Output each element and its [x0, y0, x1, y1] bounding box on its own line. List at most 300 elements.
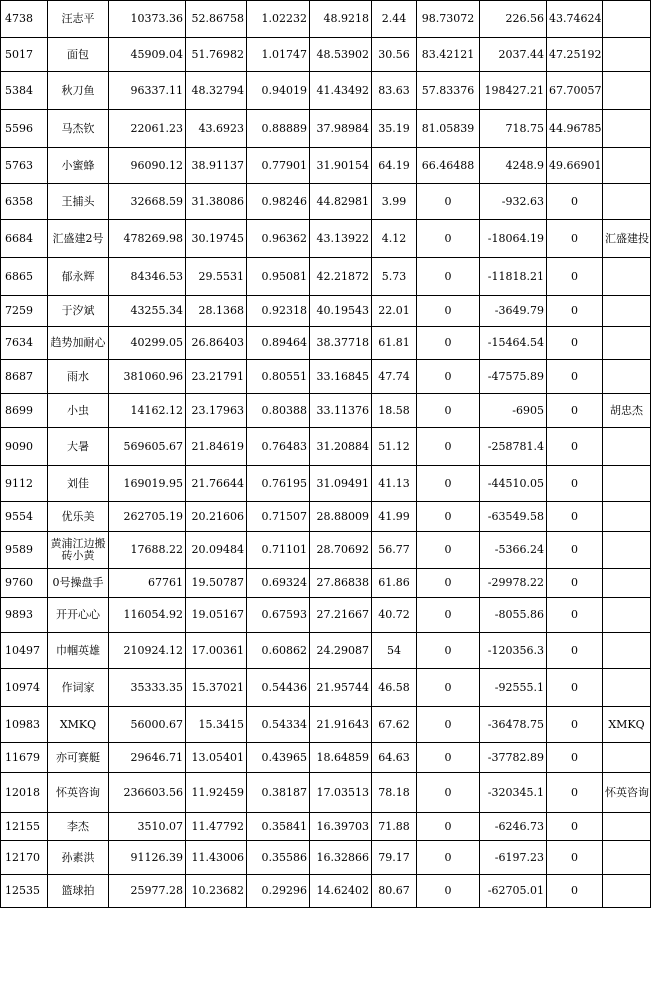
value-cell: 67.62: [372, 707, 417, 743]
id-cell: 5596: [1, 110, 48, 148]
value-cell: -6246.73: [480, 813, 547, 841]
value-cell: 19.50787: [186, 569, 247, 598]
value-cell: 569605.67: [109, 428, 186, 466]
value-cell: 47.74: [372, 360, 417, 394]
value-cell: 18.58: [372, 394, 417, 428]
note-cell: [603, 1, 651, 38]
value-cell: 22061.23: [109, 110, 186, 148]
value-cell: 0: [417, 743, 480, 773]
value-cell: 18.64859: [310, 743, 372, 773]
value-cell: 56000.67: [109, 707, 186, 743]
value-cell: 718.75: [480, 110, 547, 148]
table-row: [1, 220, 651, 258]
value-cell: 43255.34: [109, 296, 186, 327]
name-cell: 郁永辉: [48, 258, 109, 296]
value-cell: 1.02232: [247, 1, 310, 38]
value-cell: 33.16845: [310, 360, 372, 394]
note-cell: [603, 258, 651, 296]
value-cell: 15.37021: [186, 669, 247, 707]
value-cell: 169019.95: [109, 466, 186, 502]
value-cell: -6197.23: [480, 841, 547, 875]
note-cell: [603, 360, 651, 394]
table-row: [1, 598, 651, 633]
value-cell: 0: [547, 813, 603, 841]
name-cell: 优乐美: [48, 502, 109, 532]
value-cell: 116054.92: [109, 598, 186, 633]
value-cell: -932.63: [480, 184, 547, 220]
id-cell: 8699: [1, 394, 48, 428]
value-cell: 71.88: [372, 813, 417, 841]
value-cell: -3649.79: [480, 296, 547, 327]
note-cell: [603, 110, 651, 148]
value-cell: 31.90154: [310, 148, 372, 184]
table-row: [1, 466, 651, 502]
id-cell: 7634: [1, 327, 48, 360]
value-cell: 210924.12: [109, 633, 186, 669]
table-row: [1, 184, 651, 220]
value-cell: 78.18: [372, 773, 417, 813]
value-cell: -62705.01: [480, 875, 547, 908]
value-cell: 35.19: [372, 110, 417, 148]
table-row: [1, 110, 651, 148]
name-cell: 开开心心: [48, 598, 109, 633]
table-row: [1, 532, 651, 569]
value-cell: 0.94019: [247, 72, 310, 110]
table-row: [1, 841, 651, 875]
id-cell: 10983: [1, 707, 48, 743]
value-cell: 0.80551: [247, 360, 310, 394]
value-cell: -44510.05: [480, 466, 547, 502]
value-cell: 0.96362: [247, 220, 310, 258]
value-cell: 0.89464: [247, 327, 310, 360]
value-cell: 51.12: [372, 428, 417, 466]
value-cell: 3.99: [372, 184, 417, 220]
value-cell: 28.70692: [310, 532, 372, 569]
value-cell: 61.86: [372, 569, 417, 598]
value-cell: 31.20884: [310, 428, 372, 466]
value-cell: 0: [417, 598, 480, 633]
value-cell: 40.19543: [310, 296, 372, 327]
name-cell: 巾帼英雄: [48, 633, 109, 669]
value-cell: 0.69324: [247, 569, 310, 598]
value-cell: 0: [417, 569, 480, 598]
table-row: [1, 72, 651, 110]
name-cell: 亦可赛艇: [48, 743, 109, 773]
note-cell: [603, 296, 651, 327]
value-cell: 41.43492: [310, 72, 372, 110]
note-cell: [603, 569, 651, 598]
value-cell: 478269.98: [109, 220, 186, 258]
note-cell: 怀英咨询: [603, 773, 651, 813]
name-cell: 作词家: [48, 669, 109, 707]
name-cell: 面包: [48, 38, 109, 72]
id-cell: 6865: [1, 258, 48, 296]
id-cell: 6358: [1, 184, 48, 220]
value-cell: 40.72: [372, 598, 417, 633]
note-cell: [603, 532, 651, 569]
value-cell: 0: [417, 394, 480, 428]
id-cell: 8687: [1, 360, 48, 394]
value-cell: 79.17: [372, 841, 417, 875]
value-cell: -5366.24: [480, 532, 547, 569]
value-cell: 80.67: [372, 875, 417, 908]
value-cell: 81.05839: [417, 110, 480, 148]
value-cell: 15.3415: [186, 707, 247, 743]
value-cell: 24.29087: [310, 633, 372, 669]
value-cell: 0: [547, 360, 603, 394]
value-cell: 14.62402: [310, 875, 372, 908]
value-cell: -15464.54: [480, 327, 547, 360]
id-cell: 9090: [1, 428, 48, 466]
value-cell: 56.77: [372, 532, 417, 569]
name-cell: 雨水: [48, 360, 109, 394]
value-cell: 23.17963: [186, 394, 247, 428]
name-cell: 汇盛建2号: [48, 220, 109, 258]
value-cell: 30.56: [372, 38, 417, 72]
value-cell: 11.92459: [186, 773, 247, 813]
value-cell: 35333.35: [109, 669, 186, 707]
table-row: [1, 669, 651, 707]
table-row: [1, 1, 651, 38]
value-cell: 43.6923: [186, 110, 247, 148]
value-cell: 17.00361: [186, 633, 247, 669]
value-cell: -258781.4: [480, 428, 547, 466]
value-cell: 0: [417, 296, 480, 327]
value-cell: 30.19745: [186, 220, 247, 258]
name-cell: 0号操盘手: [48, 569, 109, 598]
id-cell: 5017: [1, 38, 48, 72]
table-row: [1, 296, 651, 327]
value-cell: -47575.89: [480, 360, 547, 394]
value-cell: 0.92318: [247, 296, 310, 327]
value-cell: 25977.28: [109, 875, 186, 908]
id-cell: 9112: [1, 466, 48, 502]
value-cell: 0: [547, 569, 603, 598]
name-cell: 王捕头: [48, 184, 109, 220]
id-cell: 12018: [1, 773, 48, 813]
value-cell: 20.21606: [186, 502, 247, 532]
table-row: [1, 633, 651, 669]
table-body: [1, 1, 651, 908]
value-cell: 67.70057: [547, 72, 603, 110]
value-cell: 11.47792: [186, 813, 247, 841]
note-cell: [603, 743, 651, 773]
note-cell: [603, 148, 651, 184]
value-cell: 48.32794: [186, 72, 247, 110]
value-cell: -6905: [480, 394, 547, 428]
note-cell: [603, 813, 651, 841]
value-cell: 0: [547, 327, 603, 360]
value-cell: 0: [417, 633, 480, 669]
value-cell: 0.54436: [247, 669, 310, 707]
value-cell: 0: [417, 707, 480, 743]
value-cell: -8055.86: [480, 598, 547, 633]
id-cell: 11679: [1, 743, 48, 773]
value-cell: 198427.21: [480, 72, 547, 110]
value-cell: 0.76483: [247, 428, 310, 466]
value-cell: 3510.07: [109, 813, 186, 841]
value-cell: 0.71507: [247, 502, 310, 532]
value-cell: 45909.04: [109, 38, 186, 72]
value-cell: 0: [417, 184, 480, 220]
name-cell: 小虫: [48, 394, 109, 428]
value-cell: 0: [417, 841, 480, 875]
id-cell: 9589: [1, 532, 48, 569]
value-cell: 13.05401: [186, 743, 247, 773]
value-cell: 41.13: [372, 466, 417, 502]
value-cell: 23.21791: [186, 360, 247, 394]
value-cell: 98.73072: [417, 1, 480, 38]
value-cell: 0: [547, 841, 603, 875]
value-cell: 64.19: [372, 148, 417, 184]
note-cell: [603, 598, 651, 633]
value-cell: 43.13922: [310, 220, 372, 258]
id-cell: 9893: [1, 598, 48, 633]
value-cell: 0: [417, 669, 480, 707]
value-cell: -37782.89: [480, 743, 547, 773]
note-cell: 胡忠杰: [603, 394, 651, 428]
id-cell: 12170: [1, 841, 48, 875]
note-cell: [603, 875, 651, 908]
value-cell: 0: [417, 466, 480, 502]
value-cell: 0: [417, 813, 480, 841]
value-cell: 0: [547, 598, 603, 633]
value-cell: 0.77901: [247, 148, 310, 184]
value-cell: 0: [547, 532, 603, 569]
name-cell: 于汐斌: [48, 296, 109, 327]
value-cell: 0: [547, 296, 603, 327]
value-cell: 0.76195: [247, 466, 310, 502]
table-row: [1, 38, 651, 72]
note-cell: [603, 466, 651, 502]
value-cell: 0: [547, 502, 603, 532]
id-cell: 9760: [1, 569, 48, 598]
table-row: [1, 502, 651, 532]
value-cell: 27.86838: [310, 569, 372, 598]
value-cell: 38.91137: [186, 148, 247, 184]
value-cell: 21.84619: [186, 428, 247, 466]
value-cell: 91126.39: [109, 841, 186, 875]
value-cell: 43.74624: [547, 1, 603, 38]
value-cell: 0: [547, 466, 603, 502]
note-cell: [603, 38, 651, 72]
value-cell: 20.09484: [186, 532, 247, 569]
value-cell: 4.12: [372, 220, 417, 258]
value-cell: -29978.22: [480, 569, 547, 598]
value-cell: 84346.53: [109, 258, 186, 296]
value-cell: 66.46488: [417, 148, 480, 184]
name-cell: 黄浦江边搬砖小黄: [48, 532, 109, 569]
note-cell: [603, 72, 651, 110]
table-row: [1, 707, 651, 743]
value-cell: 47.25192: [547, 38, 603, 72]
value-cell: 26.86403: [186, 327, 247, 360]
value-cell: 0.88889: [247, 110, 310, 148]
value-cell: 37.98984: [310, 110, 372, 148]
value-cell: 21.91643: [310, 707, 372, 743]
value-cell: 96090.12: [109, 148, 186, 184]
name-cell: XMKQ: [48, 707, 109, 743]
value-cell: 48.53902: [310, 38, 372, 72]
value-cell: 19.05167: [186, 598, 247, 633]
table-row: [1, 743, 651, 773]
value-cell: 0.80388: [247, 394, 310, 428]
value-cell: 0: [417, 258, 480, 296]
value-cell: -63549.58: [480, 502, 547, 532]
value-cell: 16.32866: [310, 841, 372, 875]
value-cell: 0.29296: [247, 875, 310, 908]
name-cell: 大暑: [48, 428, 109, 466]
name-cell: 小蜜蜂: [48, 148, 109, 184]
name-cell: 趋势加耐心: [48, 327, 109, 360]
name-cell: 汪志平: [48, 1, 109, 38]
value-cell: 28.1368: [186, 296, 247, 327]
value-cell: 83.42121: [417, 38, 480, 72]
value-cell: 17688.22: [109, 532, 186, 569]
value-cell: -18064.19: [480, 220, 547, 258]
value-cell: 0: [547, 707, 603, 743]
value-cell: 0: [417, 773, 480, 813]
note-cell: 汇盛建投: [603, 220, 651, 258]
value-cell: 17.03513: [310, 773, 372, 813]
value-cell: 10.23682: [186, 875, 247, 908]
value-cell: 0.71101: [247, 532, 310, 569]
value-cell: 0: [417, 220, 480, 258]
value-cell: -320345.1: [480, 773, 547, 813]
table-row: [1, 813, 651, 841]
value-cell: 0: [417, 360, 480, 394]
value-cell: 0.60862: [247, 633, 310, 669]
value-cell: 21.95744: [310, 669, 372, 707]
value-cell: 0: [547, 875, 603, 908]
value-cell: 14162.12: [109, 394, 186, 428]
value-cell: 52.86758: [186, 1, 247, 38]
note-cell: XMKQ: [603, 707, 651, 743]
value-cell: 11.43006: [186, 841, 247, 875]
value-cell: 40299.05: [109, 327, 186, 360]
value-cell: 33.11376: [310, 394, 372, 428]
note-cell: [603, 184, 651, 220]
value-cell: 0: [547, 633, 603, 669]
value-cell: 28.88009: [310, 502, 372, 532]
value-cell: 0: [547, 743, 603, 773]
value-cell: 0: [547, 669, 603, 707]
value-cell: -92555.1: [480, 669, 547, 707]
value-cell: -120356.3: [480, 633, 547, 669]
name-cell: 怀英咨询: [48, 773, 109, 813]
value-cell: 4248.9: [480, 148, 547, 184]
value-cell: 0: [547, 258, 603, 296]
value-cell: 0.98246: [247, 184, 310, 220]
value-cell: 16.39703: [310, 813, 372, 841]
table-row: [1, 148, 651, 184]
value-cell: 51.76982: [186, 38, 247, 72]
value-cell: 22.01: [372, 296, 417, 327]
note-cell: [603, 428, 651, 466]
value-cell: 5.73: [372, 258, 417, 296]
note-cell: [603, 502, 651, 532]
value-cell: 32668.59: [109, 184, 186, 220]
value-cell: 57.83376: [417, 72, 480, 110]
name-cell: 刘佳: [48, 466, 109, 502]
value-cell: -36478.75: [480, 707, 547, 743]
value-cell: 0.38187: [247, 773, 310, 813]
value-cell: 0: [417, 875, 480, 908]
value-cell: 0: [547, 394, 603, 428]
id-cell: 6684: [1, 220, 48, 258]
value-cell: 0.35841: [247, 813, 310, 841]
value-cell: 38.37718: [310, 327, 372, 360]
value-cell: 49.66901: [547, 148, 603, 184]
note-cell: [603, 633, 651, 669]
value-cell: -11818.21: [480, 258, 547, 296]
value-cell: 1.01747: [247, 38, 310, 72]
id-cell: 12535: [1, 875, 48, 908]
id-cell: 7259: [1, 296, 48, 327]
value-cell: 64.63: [372, 743, 417, 773]
table-row: [1, 258, 651, 296]
value-cell: 2037.44: [480, 38, 547, 72]
value-cell: 27.21667: [310, 598, 372, 633]
value-cell: 2.44: [372, 1, 417, 38]
value-cell: 41.99: [372, 502, 417, 532]
value-cell: 48.9218: [310, 1, 372, 38]
value-cell: 262705.19: [109, 502, 186, 532]
value-cell: 83.63: [372, 72, 417, 110]
table-row: [1, 773, 651, 813]
value-cell: 0: [547, 428, 603, 466]
value-cell: 21.76644: [186, 466, 247, 502]
table-row: [1, 394, 651, 428]
value-cell: 29646.71: [109, 743, 186, 773]
value-cell: 10373.36: [109, 1, 186, 38]
name-cell: 马杰钦: [48, 110, 109, 148]
value-cell: 54: [372, 633, 417, 669]
value-cell: 0.35586: [247, 841, 310, 875]
name-cell: 秋刀鱼: [48, 72, 109, 110]
id-cell: 10497: [1, 633, 48, 669]
note-cell: [603, 669, 651, 707]
value-cell: 67761: [109, 569, 186, 598]
note-cell: [603, 841, 651, 875]
value-cell: 31.09491: [310, 466, 372, 502]
note-cell: [603, 327, 651, 360]
value-cell: 44.96785: [547, 110, 603, 148]
value-cell: 0: [547, 773, 603, 813]
name-cell: 篮球拍: [48, 875, 109, 908]
value-cell: 0.95081: [247, 258, 310, 296]
value-cell: 0: [547, 184, 603, 220]
id-cell: 12155: [1, 813, 48, 841]
table-row: [1, 327, 651, 360]
table-row: [1, 360, 651, 394]
value-cell: 0: [417, 532, 480, 569]
value-cell: 0.67593: [247, 598, 310, 633]
value-cell: 46.58: [372, 669, 417, 707]
id-cell: 10974: [1, 669, 48, 707]
value-cell: 0.43965: [247, 743, 310, 773]
value-cell: 0.54334: [247, 707, 310, 743]
value-cell: 96337.11: [109, 72, 186, 110]
value-cell: 226.56: [480, 1, 547, 38]
table-row: [1, 428, 651, 466]
value-cell: 61.81: [372, 327, 417, 360]
id-cell: 9554: [1, 502, 48, 532]
value-cell: 42.21872: [310, 258, 372, 296]
value-cell: 381060.96: [109, 360, 186, 394]
name-cell: 李杰: [48, 813, 109, 841]
value-cell: 0: [417, 327, 480, 360]
